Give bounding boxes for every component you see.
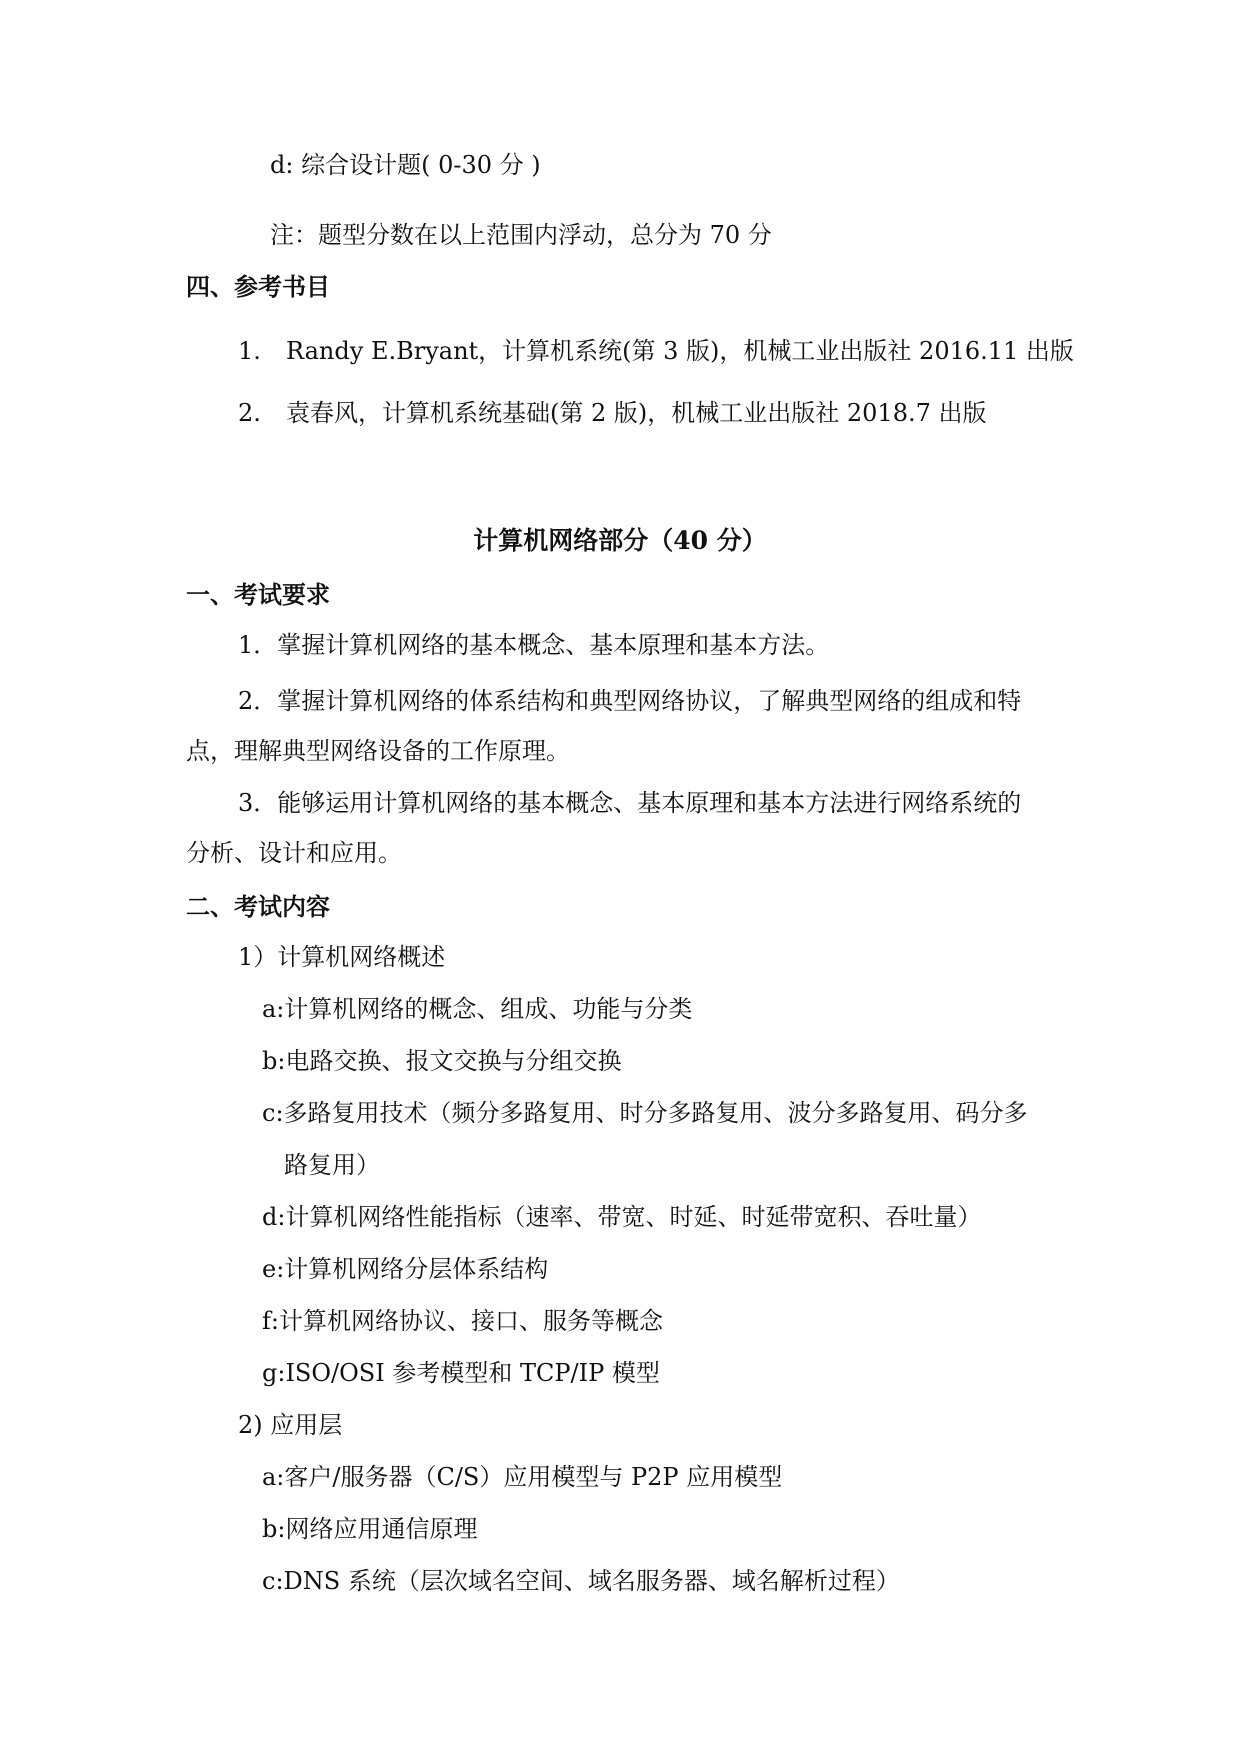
content-part1-title: 1）计算机网络概述 (238, 943, 446, 971)
reference-item (238, 334, 1074, 368)
reference-number: 1. (238, 337, 261, 365)
reference-text: 袁春风，计算机系统基础(第 2 版)，机械工业出版社 2018.7 出版 (286, 399, 987, 427)
content-item: f:计算机网络协议、接口、服务等概念 (262, 1307, 663, 1335)
content-item: g:ISO/OSI 参考模型和 TCP/IP 模型 (262, 1359, 660, 1387)
content-item: c:多路复用技术（频分多路复用、时分多路复用、波分多路复用、码分多 (262, 1099, 1028, 1127)
section-heading-references: 四、参考书目 (186, 272, 330, 301)
reference-item (238, 396, 987, 430)
requirement-3-line1: 3．能够运用计算机网络的基本概念、基本原理和基本方法进行网络系统的 (238, 789, 1022, 817)
heading-exam-content: 二、考试内容 (186, 892, 330, 921)
content-item: c:DNS 系统（层次域名空间、域名服务器、域名解析过程） (262, 1567, 900, 1595)
requirement-2-line2: 点，理解典型网络设备的工作原理。 (186, 737, 570, 765)
content-item: b:网络应用通信原理 (262, 1515, 478, 1543)
reference-text: Randy E.Bryant，计算机系统(第 3 版)，机械工业出版社 2016.11 出版 (286, 337, 1074, 365)
requirement-3-line2: 分析、设计和应用。 (186, 839, 402, 867)
score-note: 注：题型分数在以上范围内浮动，总分为 70 分 (270, 221, 772, 249)
requirement-2-line1: 2．掌握计算机网络的体系结构和典型网络协议，了解典型网络的组成和特 (238, 687, 1022, 715)
requirement-1: 1．掌握计算机网络的基本概念、基本原理和基本方法。 (238, 631, 830, 659)
content-item: a:计算机网络的概念、组成、功能与分类 (262, 995, 693, 1023)
exam-item-d: d: 综合设计题( 0-30 分 ) (270, 151, 541, 179)
heading-exam-requirements: 一、考试要求 (186, 580, 330, 609)
reference-number: 2. (238, 399, 261, 427)
section-title-network: 计算机网络部分（40 分） (473, 526, 767, 555)
content-part2-title: 2) 应用层 (238, 1411, 343, 1439)
content-item: d:计算机网络性能指标（速率、带宽、时延、时延带宽积、吞吐量） (262, 1203, 982, 1231)
content-item: e:计算机网络分层体系结构 (262, 1255, 549, 1283)
content-item: a:客户/服务器（C/S）应用模型与 P2P 应用模型 (262, 1463, 783, 1491)
content-item: b:电路交换、报文交换与分组交换 (262, 1047, 622, 1075)
content-item-continuation: 路复用） (284, 1151, 380, 1179)
